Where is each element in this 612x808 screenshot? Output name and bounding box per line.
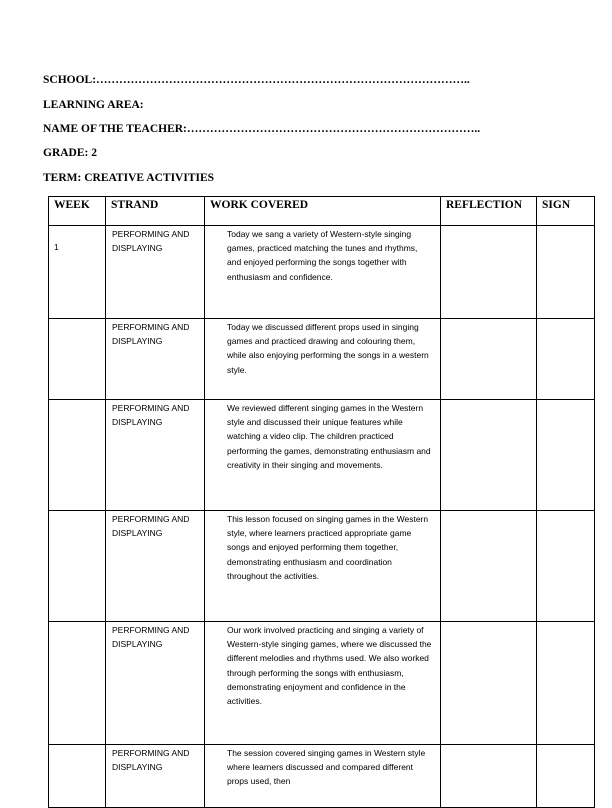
table-row <box>49 622 595 745</box>
work-covered-text: We reviewed different singing games in the Western style and discussed their unique features while watching a video clip. The children practiced performing the games, demonstrating enthusiasm and creativity in their singing and movements. <box>227 403 431 470</box>
column-header-work-covered: WORK COVERED <box>205 197 441 226</box>
work-covered-text: This lesson focused on singing games in the Western style, where learners practiced appropriate game songs and enjoyed performing them together, demonstrating enthusiasm and coordination throughout the activities. <box>227 514 429 581</box>
strand-cell <box>106 319 205 400</box>
strand-text: PERFORMING AND DISPLAYING <box>112 229 190 253</box>
column-header-strand: STRAND <box>106 197 205 226</box>
table-header-row <box>49 197 595 226</box>
sign-cell <box>537 319 595 400</box>
strand-cell <box>106 226 205 319</box>
work-covered-cell <box>205 400 441 511</box>
strand-text: PERFORMING AND DISPLAYING <box>112 403 190 427</box>
table-row <box>49 745 595 808</box>
week-cell <box>49 622 106 745</box>
strand-text: PERFORMING AND DISPLAYING <box>112 625 190 649</box>
work-covered-cell <box>205 511 441 622</box>
reflection-cell <box>441 622 537 745</box>
strand-cell <box>106 622 205 745</box>
work-covered-text: Our work involved practicing and singing a variety of Western-style singing games, where we discussed the different melodies and rhythms used. We also worked through performing the songs with enthusiasm, demonstrating enjoyment and confidence in the activities. <box>227 625 432 707</box>
sign-cell <box>537 745 595 808</box>
week-cell: 1 <box>49 226 106 319</box>
column-header-reflection: REFLECTION <box>441 197 537 226</box>
work-covered-text: Today we sang a variety of Western-style singing games, practiced matching the tunes and rhythms, and enjoyed performing the songs together with enthusiasm and confidence. <box>227 229 418 282</box>
work-covered-cell <box>205 226 441 319</box>
learning-area-field: LEARNING AREA: <box>43 99 144 111</box>
school-field: SCHOOL:…………………………………………………………………………………….. <box>43 74 470 86</box>
term-field: TERM: CREATIVE ACTIVITIES <box>43 172 215 184</box>
strand-cell <box>106 400 205 511</box>
sign-cell <box>537 400 595 511</box>
work-covered-text: The session covered singing games in Western style where learners discussed and compared different props used, then <box>227 748 426 787</box>
week-cell <box>49 400 106 511</box>
reflection-cell <box>441 511 537 622</box>
week-cell <box>49 319 106 400</box>
column-header-sign: SIGN <box>537 197 595 226</box>
strand-cell <box>106 511 205 622</box>
work-covered-text: Today we discussed different props used in singing games and practiced drawing and colouring them, while also enjoying performing the songs in a western style. <box>227 322 429 375</box>
table-row <box>49 511 595 622</box>
work-covered-cell <box>205 319 441 400</box>
column-header-week: WEEK <box>49 197 106 226</box>
week-cell <box>49 745 106 808</box>
grade-field: GRADE: 2 <box>43 147 97 159</box>
table-row <box>49 226 595 319</box>
table-row <box>49 319 595 400</box>
sign-cell <box>537 622 595 745</box>
work-covered-cell <box>205 622 441 745</box>
strand-text: PERFORMING AND DISPLAYING <box>112 322 190 346</box>
reflection-cell <box>441 319 537 400</box>
strand-text: PERFORMING AND DISPLAYING <box>112 514 190 538</box>
strand-cell <box>106 745 205 808</box>
table-row <box>49 400 595 511</box>
week-cell <box>49 511 106 622</box>
sign-cell <box>537 511 595 622</box>
teacher-name-field: NAME OF THE TEACHER:………………………………………………………………….. <box>43 123 481 135</box>
strand-text: PERFORMING AND DISPLAYING <box>112 748 190 772</box>
reflection-cell <box>441 226 537 319</box>
record-of-work-table <box>48 196 595 808</box>
work-covered-cell <box>205 745 441 808</box>
reflection-cell <box>441 400 537 511</box>
reflection-cell <box>441 745 537 808</box>
sign-cell <box>537 226 595 319</box>
